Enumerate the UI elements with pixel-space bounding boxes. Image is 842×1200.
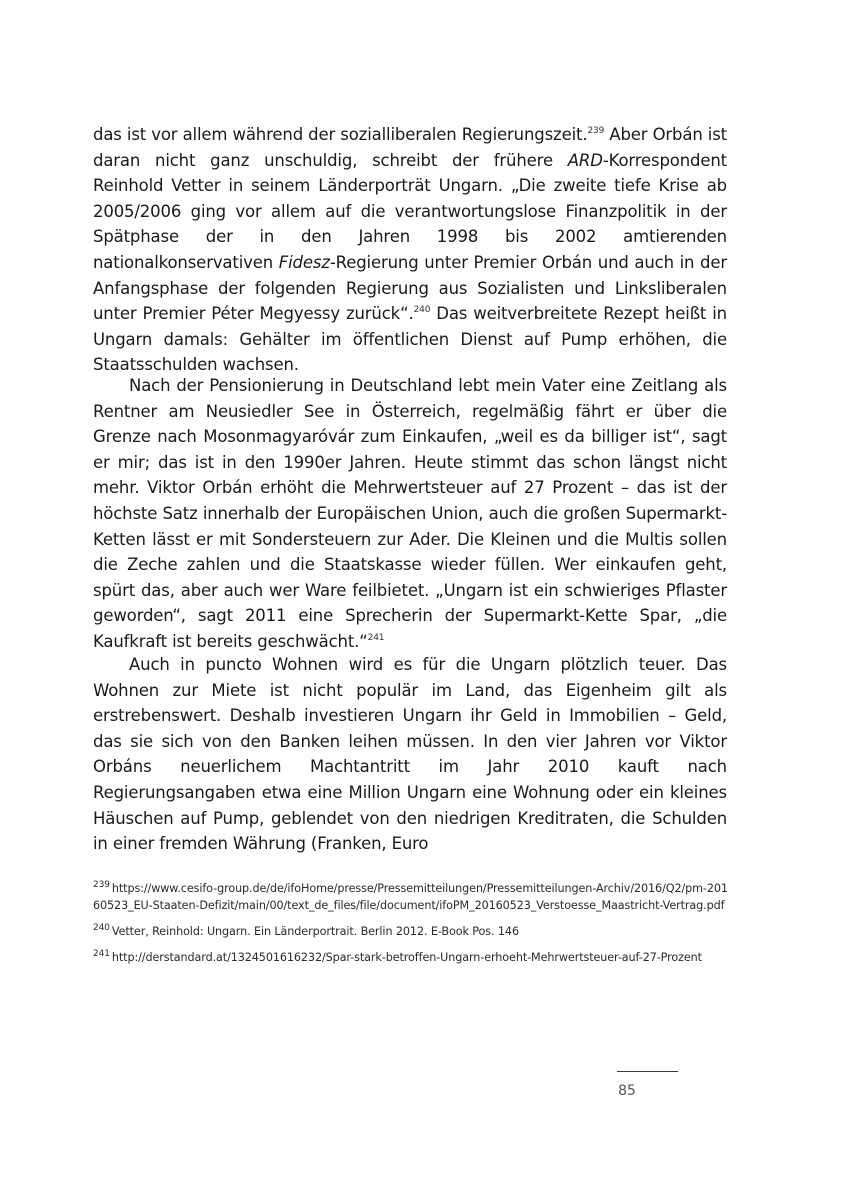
body-paragraph-2: [93, 373, 727, 655]
footnote-link[interactable]: http://derstandard.at/1324501616232/Spar-stark-betroffen-Ungarn-erhoeht-Mehrwertsteuer-auf-27-Prozent: [111, 951, 702, 964]
footnote-240: [93, 923, 733, 940]
text-run: Nach der Pensionierung in Deutschland lebt mein Vater eine Zeitlang als Rentner am Neusiedler See in Österreich, regelmäßig fährt er über die Grenze nach Mosonmagyaróvár zum Einkaufen, „weil es da billiger ist“, sagt er mir; das ist in den 1990er Jahren. Heute stimmt das schon längst nicht mehr. Viktor Orbán erhöht die Mehrwertsteuer auf 27 Prozent – das ist der höchste Satz innerhalb der Europäischen Union, auch die großen Supermarkt-Ketten lässt er mit Sondersteuern zur Ader. Die Kleinen und die Multis sollen die Zeche zahlen und die Staatskasse wieder füllen. Wer einkaufen geht, spürt das, aber auch wer Ware feilbietet. „Ungarn ist ein schwieriges Pflaster geworden“, sagt 2011 eine Sprecherin der Supermarkt-Kette Spar, „die Kaufkraft ist bereits geschwächt.“: [93, 376, 727, 651]
footnotes-section: [93, 880, 733, 975]
footnote-link[interactable]: https://www.cesifo-group.de/de/ifoHome/presse/Pressemitteilungen/Pressemitteilungen-Archiv/2016/Q2/pm-20160523_EU-Staaten-Defizit/main/00/text_de_files/file/document/ifoPM_20160523_Verstoesse_Maastricht-Vertrag.pdf: [93, 882, 728, 912]
footnote-number: 241: [93, 949, 110, 959]
text-run: -Korrespondent Reinhold Vetter in seinem Länderporträt Ungarn. „Die zweite tiefe Krise ab 2005/2006 ging vor allem auf die verantwortungslose Finanzpolitik in der Spätphase der in den Jahren 1998 bis 2002 amtierenden nationalkonservativen: [93, 150, 727, 272]
italic-term: Fidesz: [278, 252, 330, 272]
text-run: Aber Orbán ist daran nicht ganz unschuldig, schreibt der frühere: [93, 125, 727, 170]
footnote-text: Vetter, Reinhold: Ungarn. Ein Länderportrait. Berlin 2012. E-Book Pos. 146: [111, 925, 519, 938]
footnote-239: [93, 880, 733, 914]
body-paragraph-3: [93, 652, 727, 857]
text-run: Das weitverbreitete Rezept heißt in Ungarn damals: Gehälter im öffentlichen Dienst auf Pump erhöhen, die Staatsschulden wachsen.: [93, 304, 727, 375]
body-paragraph-1: [93, 122, 727, 378]
footnote-ref-240[interactable]: 240: [413, 305, 431, 316]
footnote-241: [93, 949, 733, 966]
page-number: 85: [618, 1083, 636, 1099]
text-run: -Regierung unter Premier Orbán und auch in der Anfangsphase der folgenden Regierung aus Sozialisten und Linksliberalen unter Premier Péter Megyessy zurück“.: [93, 252, 728, 324]
page-number-rule: [617, 1071, 678, 1072]
text-run: Auch in puncto Wohnen wird es für die Ungarn plötzlich teuer. Das Wohnen zur Miete ist nicht populär im Land, das Eigenheim gilt als erstrebenswert. Deshalb investieren Ungarn ihr Geld in Immobilien – Geld, das sie sich von den Banken leihen müssen. In den vier Jahren vor Viktor Orbáns neuerlichem Machtantritt im Jahr 2010 kauft nach Regierungsangaben etwa eine Million Ungarn eine Wohnung oder ein kleines Häuschen auf Pump, geblendet von den niedrigen Kreditraten, die Schulden in einer fremden Währung (Franken, Euro: [93, 655, 727, 854]
footnote-number: 240: [93, 923, 110, 933]
footnote-number: 239: [93, 880, 110, 890]
text-run: das ist vor allem während der sozialliberalen Regierungszeit.: [93, 125, 588, 144]
italic-term: ARD: [567, 150, 603, 170]
footnote-ref-241[interactable]: 241: [367, 632, 385, 643]
footnote-ref-239[interactable]: 239: [587, 126, 605, 136]
